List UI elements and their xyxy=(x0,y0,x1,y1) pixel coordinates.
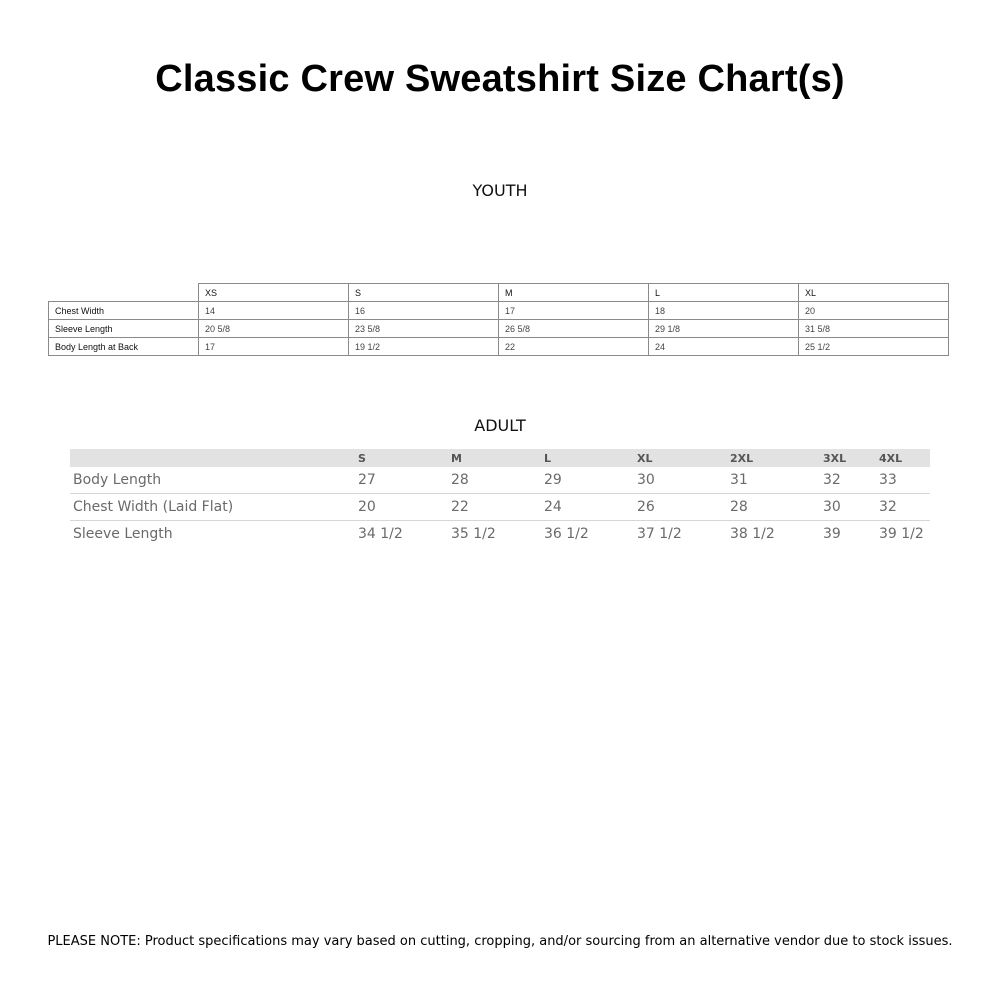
youth-cell: 17 xyxy=(499,302,649,320)
youth-cell: 26 5/8 xyxy=(499,320,649,338)
youth-size-table xyxy=(48,283,949,356)
youth-header-row xyxy=(49,284,949,302)
adult-cell: 33 xyxy=(876,467,930,494)
adult-cell: 28 xyxy=(448,467,541,494)
adult-cell: 35 1/2 xyxy=(451,526,496,542)
youth-size-header: XL xyxy=(799,284,949,302)
youth-cell: 31 5/8 xyxy=(799,320,949,338)
youth-size-header: XS xyxy=(199,284,349,302)
adult-row-label: Sleeve Length xyxy=(73,526,173,542)
adult-row-label: Chest Width (Laid Flat) xyxy=(70,494,355,521)
youth-table-row xyxy=(49,338,949,356)
adult-cell: 31 xyxy=(727,467,820,494)
adult-cell: 37 1/2 xyxy=(637,526,682,542)
adult-cell: 27 xyxy=(355,467,448,494)
youth-cell: 14 xyxy=(199,302,349,320)
youth-size-header: L xyxy=(649,284,799,302)
adult-table-row xyxy=(70,494,930,521)
adult-cell: 39 xyxy=(823,526,841,542)
youth-cell: 16 xyxy=(349,302,499,320)
youth-cell: 19 1/2 xyxy=(349,338,499,356)
youth-cell: 20 xyxy=(799,302,949,320)
adult-table-row xyxy=(70,521,930,548)
youth-size-header: S xyxy=(349,284,499,302)
youth-row-label: Chest Width xyxy=(49,302,199,320)
adult-cell: 26 xyxy=(634,494,727,521)
adult-cell: 24 xyxy=(541,494,634,521)
youth-cell: 23 5/8 xyxy=(349,320,499,338)
youth-cell: 29 1/8 xyxy=(649,320,799,338)
youth-size-header: M xyxy=(499,284,649,302)
adult-cell: 32 xyxy=(820,467,876,494)
youth-cell: 22 xyxy=(499,338,649,356)
youth-row-label: Sleeve Length xyxy=(49,320,199,338)
adult-cell: 32 xyxy=(876,494,930,521)
adult-size-header: 2XL xyxy=(727,449,820,467)
adult-row-label: Body Length xyxy=(70,467,355,494)
youth-cell: 17 xyxy=(199,338,349,356)
adult-cell: 20 xyxy=(355,494,448,521)
adult-cell: 29 xyxy=(541,467,634,494)
adult-size-table xyxy=(70,449,930,547)
youth-cell: 20 5/8 xyxy=(199,320,349,338)
youth-cell: 18 xyxy=(649,302,799,320)
youth-section-label: YOUTH xyxy=(472,181,528,200)
adult-size-header: M xyxy=(448,449,541,467)
adult-cell: 30 xyxy=(634,467,727,494)
adult-cell: 39 1/2 xyxy=(879,526,924,542)
adult-cell: 22 xyxy=(448,494,541,521)
adult-cell: 30 xyxy=(820,494,876,521)
disclaimer-note: PLEASE NOTE: Product specifications may vary based on cutting, cropping, and/or sourcing from an alternative vendor due to stock issues. xyxy=(47,934,953,949)
youth-cell: 25 1/2 xyxy=(799,338,949,356)
adult-cell: 36 1/2 xyxy=(544,526,589,542)
adult-cell: 34 1/2 xyxy=(358,526,403,542)
adult-size-header: S xyxy=(355,449,448,467)
youth-corner-cell xyxy=(49,284,199,302)
youth-table-row xyxy=(49,302,949,320)
youth-row-label: Body Length at Back xyxy=(49,338,199,356)
adult-size-header: 4XL xyxy=(876,449,930,467)
adult-size-header: L xyxy=(541,449,634,467)
adult-table-row xyxy=(70,467,930,494)
youth-table-row xyxy=(49,320,949,338)
adult-size-header: XL xyxy=(634,449,727,467)
adult-size-header: 3XL xyxy=(820,449,876,467)
adult-cell: 28 xyxy=(727,494,820,521)
adult-cell: 38 1/2 xyxy=(730,526,775,542)
page-title: Classic Crew Sweatshirt Size Chart(s) xyxy=(155,58,845,100)
adult-corner-cell xyxy=(70,449,355,467)
adult-header-row xyxy=(70,449,930,467)
youth-cell: 24 xyxy=(649,338,799,356)
adult-section-label: ADULT xyxy=(474,416,526,435)
